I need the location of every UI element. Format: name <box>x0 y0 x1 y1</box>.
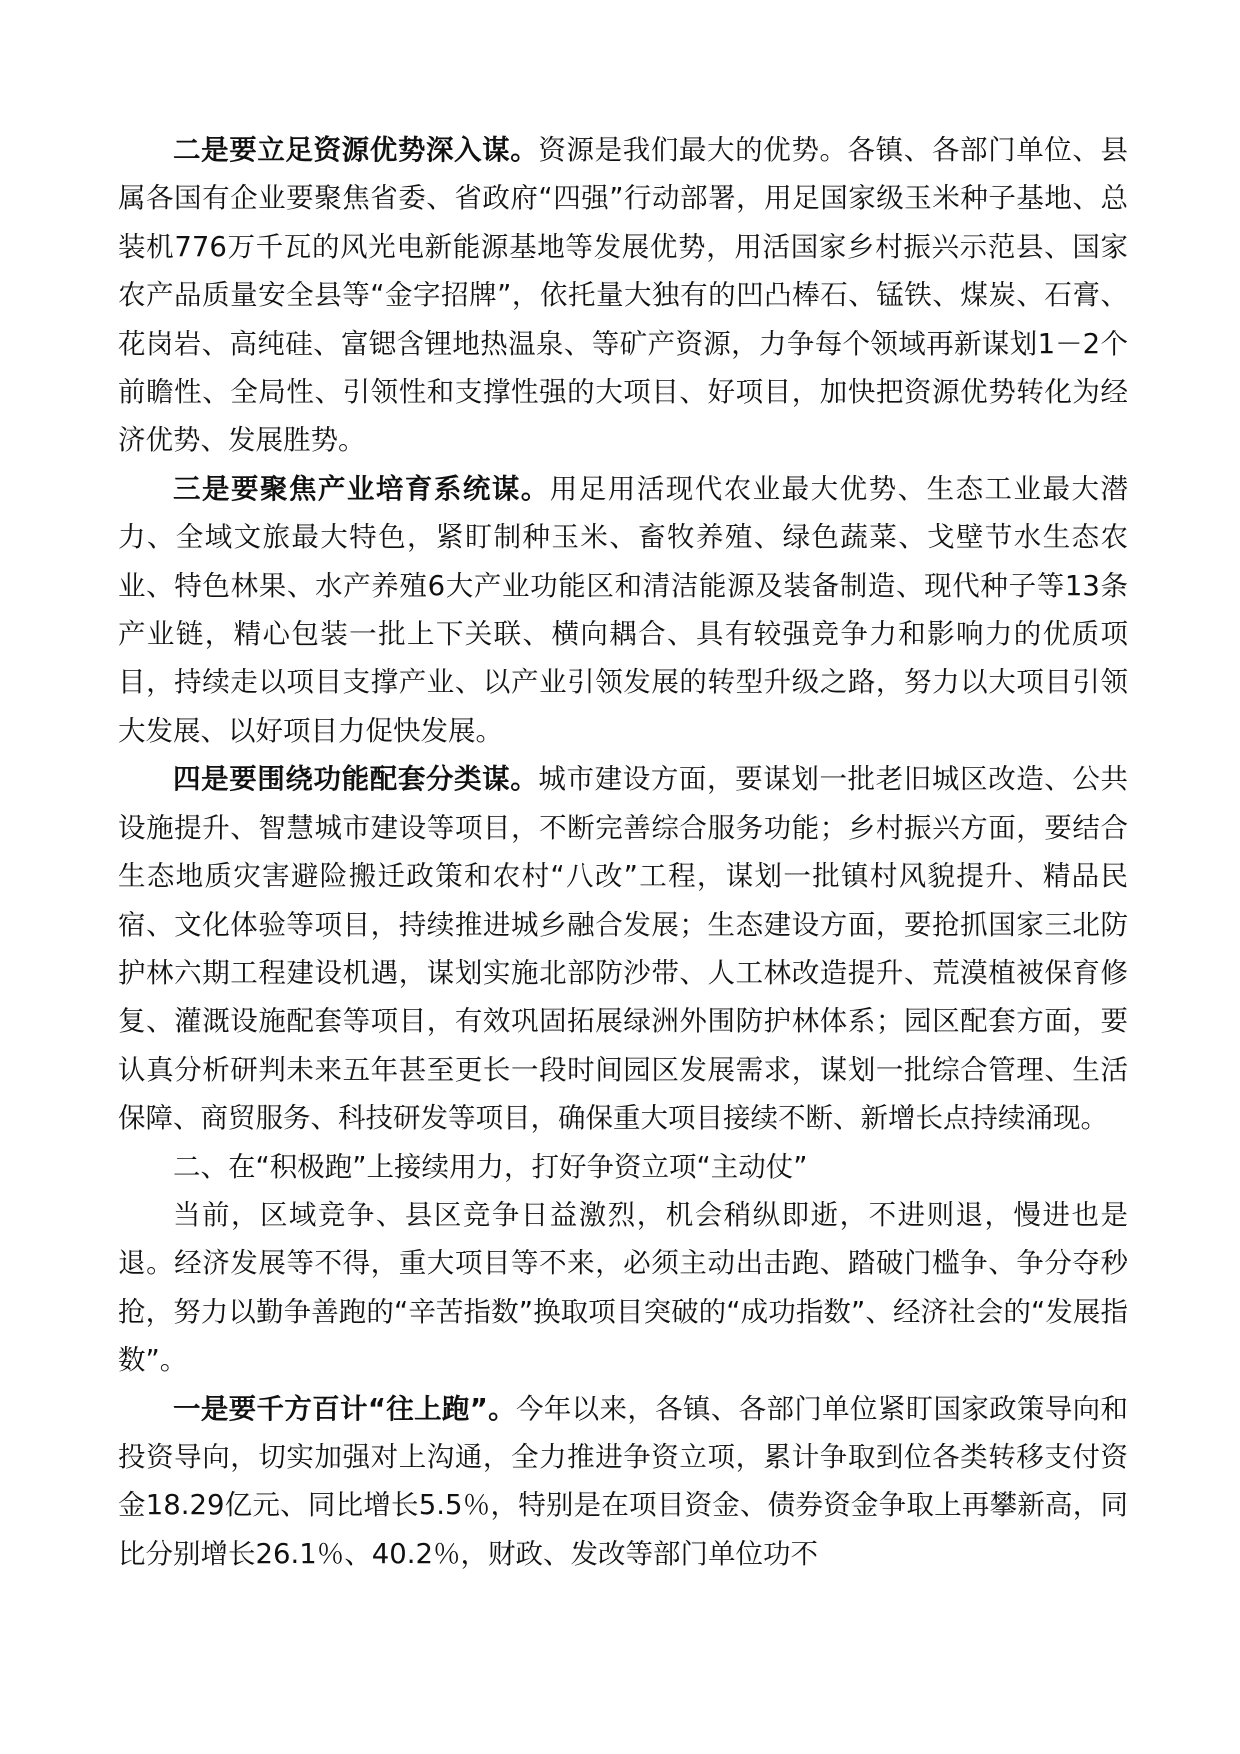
paragraph-function-supporting <box>118 755 1128 1142</box>
paragraph-text: 今年以来，各镇、各部门单位紧盯国家政策导向和投资导向，切实加强对上沟通，全力推进争资立项，累计争取到位各类转移支付资金18.29亿元、同比增长5.5％，特别是在项目资金、债券资金争取上再攀新高，同比分别增长26.1％、40.2％，财政、发改等部门单位功不 <box>118 1392 1128 1570</box>
paragraph-run-upward <box>118 1385 1128 1579</box>
section-heading-active-running <box>118 1143 1128 1191</box>
paragraph-heading: 三是要聚焦产业培育系统谋。 <box>173 472 550 505</box>
paragraph-heading: 一是要千方百计“往上跑”。 <box>173 1392 516 1425</box>
paragraph-text: 资源是我们最大的优势。各镇、各部门单位、县属各国有企业要聚焦省委、省政府“四强”行动部署，用足国家级玉米种子基地、总装机776万千瓦的风光电新能源基地等发展优势，用活国家乡村振兴示范县、国家农产品质量安全县等“金字招牌”，依托量大独有的凹凸棒石、锰铁、煤炭、石膏、花岗岩、高纯硅、富锶含锂地热温泉、等矿产资源，力争每个领域再新谋划1－2个前瞻性、全局性、引领性和支撑性强的大项目、好项目，加快把资源优势转化为经济优势、发展胜势。 <box>118 134 1129 457</box>
paragraph-text: 用足用活现代农业最大优势、生态工业最大潜力、全域文旅最大特色，紧盯制种玉米、畜牧养殖、绿色蔬菜、戈壁节水生态农业、特色林果、水产养殖6大产业功能区和清洁能源及装备制造、现代种子等13条产业链，精心包装一批上下关联、横向耦合、具有较强竞争力和影响力的优质项目，持续走以项目支撑产业、以产业引领发展的转型升级之路，努力以大项目引领大发展、以好项目力促快发展。 <box>118 472 1128 747</box>
section-heading-text: 二、在“积极跑”上接续用力，打好争资立项“主动仗” <box>173 1150 808 1183</box>
paragraph-resource-advantage <box>118 126 1128 465</box>
paragraph-regional-competition <box>118 1191 1128 1385</box>
paragraph-industry-cultivation <box>118 465 1128 755</box>
paragraph-text: 当前，区域竞争、县区竞争日益激烈，机会稍纵即逝，不进则退，慢进也是退。经济发展等不得，重大项目等不来，必须主动出击跑、踏破门槛争、争分夺秒抢，努力以勤争善跑的“辛苦指数”换取项目突破的“成功指数”、经济社会的“发展指数”。 <box>118 1198 1128 1377</box>
paragraph-heading: 二是要立足资源优势深入谋。 <box>173 134 539 166</box>
paragraph-heading: 四是要围绕功能配套分类谋。 <box>173 763 539 796</box>
document-body <box>118 126 1128 1578</box>
paragraph-text: 城市建设方面，要谋划一批老旧城区改造、公共设施提升、智慧城市建设等项目，不断完善综合服务功能；乡村振兴方面，要结合生态地质灾害避险搬迁政策和农村“八改”工程，谋划一批镇村风貌提升、精品民宿、文化体验等项目，持续推进城乡融合发展；生态建设方面，要抢抓国家三北防护林六期工程建设机遇，谋划实施北部防沙带、人工林改造提升、荒漠植被保育修复、灌溉设施配套等项目，有效巩固拓展绿洲外围防护林体系；园区配套方面，要认真分析研判未来五年甚至更长一段时间园区发展需求，谋划一批综合管理、生活保障、商贸服务、科技研发等项目，确保重大项目接续不断、新增长点持续涌现。 <box>118 763 1129 1135</box>
